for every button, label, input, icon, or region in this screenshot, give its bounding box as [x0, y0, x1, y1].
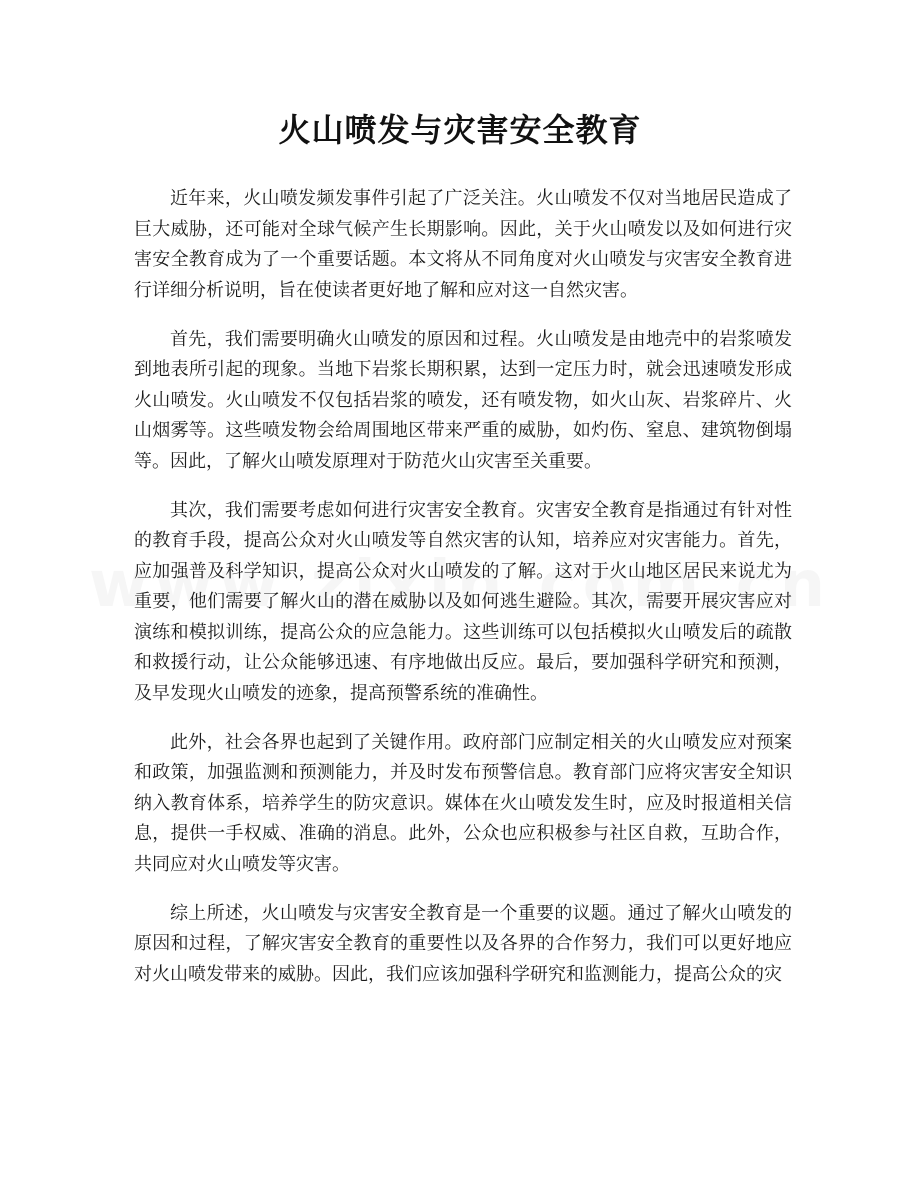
- paragraph-intro: 近年来，火山喷发频发事件引起了广泛关注。火山喷发不仅对当地居民造成了巨大威胁，还可能对全球气候产生长期影响。因此，关于火山喷发以及如何进行灾害安全教育成为了一个重要话题。本文将从不同角度对火山喷发与灾害安全教育进行详细分析说明，旨在使读者更好地了解和应对这一自然灾害。: [134, 188, 792, 301]
- document-title: 火山喷发与灾害安全教育: [278, 111, 642, 149]
- document-body: [134, 184, 792, 1009]
- paragraph-education: 其次，我们需要考虑如何进行灾害安全教育。灾害安全教育是指通过有针对性的教育手段，提高公众对火山喷发等自然灾害的认知，培养应对灾害能力。首先，应加强普及科学知识，提高公众对火山喷发的了解。这对于火山地区居民来说尤为重要，他们需要了解火山的潜在威胁以及如何逃生避险。其次，需要开展灾害应对演练和模拟训练，提高公众的应急能力。这些训练可以包括模拟火山喷发后的疏散和救援行动，让公众能够迅速、有序地做出反应。最后，要加强科学研究和预测，及早发现火山喷发的迹象，提高预警系统的准确性。: [134, 499, 792, 704]
- paragraph-causes: 首先，我们需要明确火山喷发的原因和过程。火山喷发是由地壳中的岩浆喷发到地表所引起的现象。当地下岩浆长期积累，达到一定压力时，就会迅速喷发形成火山喷发。火山喷发不仅包括岩浆的喷发，还有喷发物，如火山灰、岩浆碎片、火山烟雾等。这些喷发物会给周围地区带来严重的威胁，如灼伤、窒息、建筑物倒塌等。因此，了解火山喷发原理对于防范火山灾害至关重要。: [134, 328, 792, 472]
- paragraph-conclusion: 综上所述，火山喷发与灾害安全教育是一个重要的议题。通过了解火山喷发的原因和过程，了解灾害安全教育的重要性以及各界的合作努力，我们可以更好地应对火山喷发带来的威胁。因此，我们应该加强科学研究和监测能力，提高公众的灾: [134, 902, 792, 985]
- paragraph-society: 此外，社会各界也起到了关键作用。政府部门应制定相关的火山喷发应对预案和政策，加强监测和预测能力，并及时发布预警信息。教育部门应将灾害安全知识纳入教育体系，培养学生的防灾意识。媒体在火山喷发发生时，应及时报道相关信息，提供一手权威、准确的消息。此外，公众也应积极参与社区自救，互助合作，共同应对火山喷发等灾害。: [134, 731, 792, 875]
